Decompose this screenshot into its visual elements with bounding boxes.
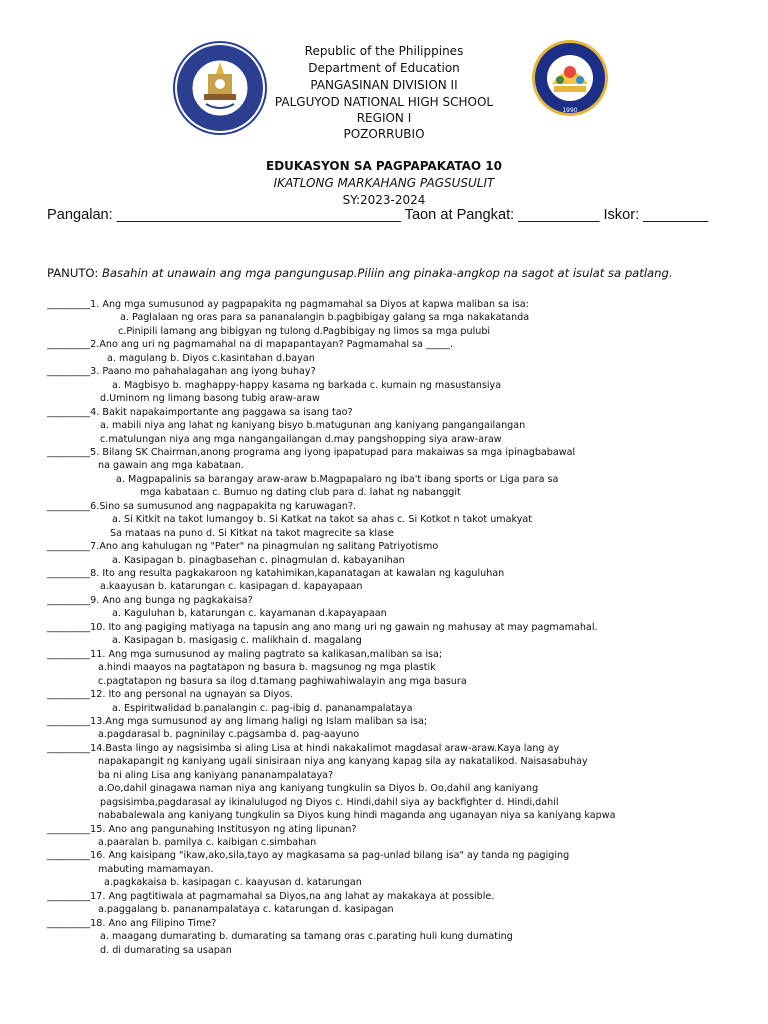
question-item: _________12. Ito ang personal na ugnayan sa Diyos.: [47, 689, 293, 701]
answer-options: a.pagdarasal b. pagninilay c.pagsamba d. pag-aayuno: [98, 729, 360, 741]
question-item: _________9. Ano ang bunga ng pagkakaisa?: [47, 594, 253, 606]
header-line-republic: Republic of the Philippines: [304, 44, 464, 58]
answer-options: a. magulang b. Diyos c.kasintahan d.bayan: [107, 352, 315, 364]
answer-options: nababalewala ang kaniyang tungkulin sa Diyos kung hindi maganda ang uganayan niya sa kaniyang kapwa: [98, 810, 616, 822]
question-item: _________11. Ang mga sumusunod ay maling pagtrato sa kalikasan,maliban sa isa;: [47, 648, 443, 660]
answer-options: a. Kaguluhan b, katarungan c. kayamanan d.kapayapaan: [112, 608, 387, 620]
question-item: _________15. Ano ang pangunahing Institusyon ng ating lipunan?: [47, 823, 357, 835]
question-item: _________10. Ito ang pagiging matiyaga na tapusin ang ano mang uri ng gawain ng mahusay at may pagmamahal.: [47, 621, 598, 633]
division-logo-year: 1990: [562, 107, 578, 114]
question-item: _________6.Sino sa sumusunod ang nagpapakita ng karuwagan?.: [47, 500, 357, 512]
answer-options: d.Uminom ng limang basong tubig araw-araw: [100, 393, 320, 405]
answer-options: Sa mataas na puno d. Si Kitkat na takot magrecite sa klase: [110, 527, 394, 539]
school-year: SY:2023-2024: [342, 193, 426, 207]
question-item: _________4. Bakit napakaimportante ang paggawa sa isang tao?: [47, 406, 353, 418]
answer-options: a. maagang dumarating b. dumarating sa tamang oras c.parating huli kung dumating: [100, 931, 513, 943]
directions-text: Basahin at unawain ang mga pangungusap.Piliin ang pinaka-angkop na sagot at isulat sa patlang.: [101, 266, 673, 280]
deped-seal-logo: [172, 40, 268, 136]
answer-options: d. di dumarating sa usapan: [100, 944, 232, 956]
directions: [47, 266, 673, 280]
answer-options: a.Oo,dahil ginagawa naman niya ang kaniyang tungkulin sa Diyos b. Oo,dahil ang kaniyang: [98, 783, 539, 795]
answer-options: ba ni aling Lisa ang kaniyang pananampalataya?: [98, 769, 334, 781]
answer-options: a. Kasipagan b. masigasig c. malikhain d. magalang: [112, 635, 362, 647]
answer-options: a.paggalang b. pananampalataya c. katarungan d. kasipagan: [98, 904, 394, 916]
answer-options: c.Pinipili lamang ang bibigyan ng tulong d.Pagbibigay ng limos sa mga pulubi: [118, 325, 491, 337]
exam-title: IKATLONG MARKAHANG PAGSUSULIT: [273, 176, 495, 190]
header-line-town: POZORRUBIO: [343, 127, 425, 141]
answer-options: a.pagkakaisa b. kasipagan c. kaayusan d. katarungan: [104, 877, 362, 889]
answer-options: c.pagtatapon ng basura sa ilog d.tamang paghiwahiwalayin ang mga basura: [98, 675, 467, 687]
question-item: _________5. Bilang SK Chairman,anong programa ang iyong ipapatupad para makaiwas sa mga ipinagbabawal: [47, 446, 576, 458]
question-item: _________18. Ano ang Filipino Time?: [47, 917, 217, 929]
answer-options: a. Paglalaan ng oras para sa pananalangin b.pagbibigay galang sa mga nakakatanda: [120, 312, 530, 324]
answer-options: a. Magbisyo b. maghappy-happy kasama ng barkada c. kumain ng masustansiya: [112, 379, 502, 391]
answer-options: mga kabataan c. Bumuo ng dating club para d. lahat ng nabanggit: [140, 487, 461, 499]
question-item: _________8. Ito ang resulta pagkakaroon ng katahimikan,kapanatagan at kawalan ng kaguluhan: [47, 568, 505, 579]
answer-options: pagsisimba,pagdarasal ay ikinalulugod ng Diyos c. Hindi,dahil siya ay backfighter d. Hindi,dahil: [100, 796, 559, 808]
answer-options: a.kaayusan b. katarungan c. kasipagan d. kapayapaan: [100, 581, 363, 593]
header-line-region: REGION I: [356, 111, 412, 125]
answer-options: a.paaralan b. pamilya c. kaibigan c.simbahan: [98, 837, 317, 848]
student-info-line: Pangalan: ___________________________________ Taon at Pangkat: __________ Iskor: ________: [47, 207, 709, 223]
question-item: _________1. Ang mga sumusunod ay pagpapakita ng pagmamahal sa Diyos at kapwa maliban sa isa:: [47, 299, 529, 310]
division-logo: [530, 38, 610, 118]
answer-options: napakapangit ng kaniyang ugali sinisiraan niya ang kanyang kapag sila ay nakatalikod. Naisasabuhay: [98, 756, 588, 768]
answer-options: na gawain ang mga kabataan.: [98, 460, 244, 472]
question-item: _________14.Basta lingo ay nagsisimba si aling Lisa at hindi nakakalimot magdasal araw-araw.Kaya lang ay: [47, 742, 560, 754]
answer-options: a. Si Kitkit na takot lumangoy b. Si Katkat na takot sa ahas c. Si Kotkot n takot umakyat: [112, 514, 533, 526]
question-item: _________16. Ang kaisipang "ikaw,ako,sila,tayo ay magkasama sa pag-unlad bilang isa" ay tanda ng pagiging: [47, 850, 570, 862]
answer-options: mabuting mamamayan.: [98, 863, 214, 875]
header-line-deped: Department of Education: [308, 61, 460, 75]
answer-options: a. mabili niya ang lahat ng kaniyang bisyo b.matugunan ang kaniyang pangangailangan: [100, 420, 526, 432]
question-item: _________3. Paano mo pahahalagahan ang iyong buhay?: [47, 366, 316, 378]
header-line-division: PANGASINAN DIVISION II: [310, 78, 458, 92]
answer-options: a. Espiritwalidad b.panalangin c. pag-ibig d. pananampalataya: [112, 702, 413, 714]
answer-options: a. Kasipagan b. pinagbasehan c. pinagmulan d. kabayanihan: [112, 554, 405, 566]
answer-options: c.matulungan niya ang mga nangangailangan d.may pangshopping siya araw-araw: [100, 433, 502, 445]
answer-options: a.hindi maayos na pagtatapon ng basura b. magsunog ng mga plastik: [98, 662, 436, 674]
question-item: _________7.Ano ang kahulugan ng "Pater" na pinagmulan ng salitang Patriyotismo: [47, 541, 439, 553]
question-item: _________2.Ano ang uri ng pagmamahal na di mapapantayan? Pagmamahal sa _____.: [47, 339, 454, 351]
question-item: _________17. Ang pagtitiwala at pagmamahal sa Diyos,na ang lahat ay makakaya at possible.: [47, 890, 495, 902]
directions-label: PANUTO:: [47, 266, 99, 280]
header-line-school: PALGUYOD NATIONAL HIGH SCHOOL: [274, 95, 494, 109]
subject-title: EDUKASYON SA PAGPAPAKATAO 10: [266, 159, 502, 173]
answer-options: a. Magpapalinis sa barangay araw-araw b.Magpapalaro ng iba't ibang sports or Liga para sa: [116, 473, 559, 485]
question-item: _________13.Ang mga sumusunod ay ang limang haligi ng Islam maliban sa isa;: [47, 715, 428, 727]
